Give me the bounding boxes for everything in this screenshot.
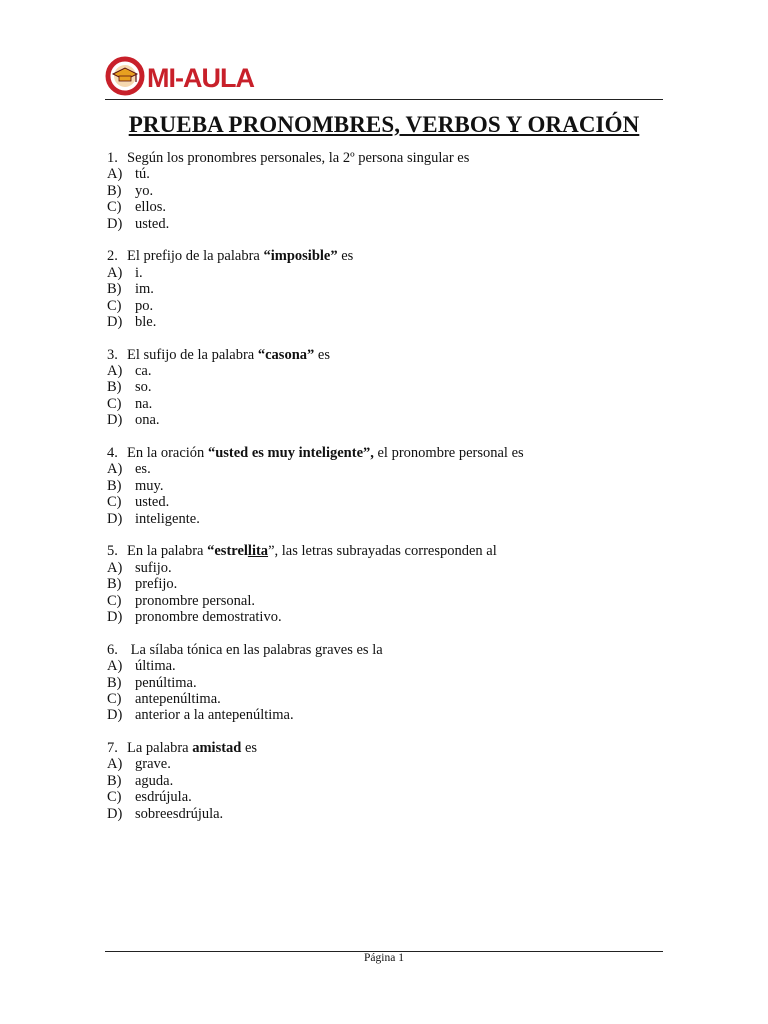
option-letter: D)	[107, 707, 123, 724]
question-text: El prefijo de la palabra	[127, 248, 264, 265]
question-stem	[107, 347, 663, 363]
option-text: sobreesdrújula.	[135, 805, 224, 822]
answer-option	[107, 461, 663, 477]
question-1	[107, 150, 663, 232]
question-number: 2.	[107, 248, 118, 265]
option-letter: D)	[107, 215, 123, 232]
question-4	[107, 445, 663, 527]
question-3	[107, 347, 663, 429]
answer-option	[107, 609, 663, 625]
option-text: muy.	[135, 477, 164, 494]
answer-option	[107, 494, 663, 510]
option-letter: C)	[107, 592, 122, 609]
question-text: En la oración	[127, 445, 208, 462]
mi-aula-logo-graphic	[105, 56, 255, 96]
option-text: aguda.	[135, 772, 174, 789]
answer-option	[107, 298, 663, 314]
option-text: usted.	[135, 215, 170, 232]
question-number: 5.	[107, 543, 118, 560]
answer-option	[107, 314, 663, 330]
question-number: 4.	[107, 445, 118, 462]
option-text: na.	[135, 395, 153, 412]
answer-option	[107, 281, 663, 297]
question-stem	[107, 248, 663, 264]
option-letter: D)	[107, 608, 123, 625]
answer-option	[107, 560, 663, 576]
option-letter: B)	[107, 772, 122, 789]
option-text: ona.	[135, 412, 160, 429]
question-6	[107, 642, 663, 724]
question-text: es	[337, 248, 354, 265]
option-letter: D)	[107, 412, 123, 429]
option-text: inteligente.	[135, 510, 200, 527]
answer-option	[107, 412, 663, 428]
question-7	[107, 740, 663, 822]
question-number: 3.	[107, 346, 118, 363]
option-letter: A)	[107, 461, 123, 478]
option-letter: A)	[107, 363, 123, 380]
answer-option	[107, 707, 663, 723]
question-stem	[107, 740, 663, 756]
answer-option	[107, 183, 663, 199]
option-text: so.	[135, 379, 152, 396]
option-letter: A)	[107, 166, 123, 183]
option-text: pronombre demostrativo.	[135, 608, 282, 625]
option-letter: C)	[107, 297, 122, 314]
option-text: es.	[135, 461, 151, 478]
answer-option	[107, 379, 663, 395]
answer-option	[107, 593, 663, 609]
option-text: pronombre personal.	[135, 592, 255, 609]
question-keyword: “estrel	[207, 543, 248, 560]
page-number: Página 1	[364, 952, 404, 964]
answer-option	[107, 478, 663, 494]
answer-option	[107, 511, 663, 527]
option-letter: C)	[107, 789, 122, 806]
answer-option	[107, 265, 663, 281]
option-text: ca.	[135, 363, 152, 380]
question-number: 7.	[107, 740, 118, 757]
option-text: esdrújula.	[135, 789, 192, 806]
svg-text:MI-AULA: MI-AULA	[147, 63, 254, 93]
answer-option	[107, 806, 663, 822]
mi-aula-logo	[105, 56, 255, 96]
option-letter: A)	[107, 756, 123, 773]
question-keyword: “usted es muy inteligente”,	[207, 445, 374, 462]
answer-option	[107, 576, 663, 592]
question-keyword: “imposible”	[263, 248, 338, 265]
question-text: el pronombre personal es	[373, 445, 524, 462]
option-text: última.	[135, 658, 176, 675]
question-number: 1.	[107, 150, 118, 166]
option-letter: A)	[107, 264, 123, 281]
question-stem	[107, 150, 663, 166]
option-letter: B)	[107, 576, 122, 593]
question-stem	[107, 445, 663, 461]
question-text: En la palabra	[127, 543, 208, 560]
option-letter: B)	[107, 674, 122, 691]
answer-option	[107, 675, 663, 691]
option-text: yo.	[135, 182, 154, 199]
option-letter: B)	[107, 182, 122, 199]
question-text: El sufijo de la palabra	[127, 346, 258, 363]
question-text: es	[241, 740, 258, 757]
option-letter: C)	[107, 395, 122, 412]
option-letter: A)	[107, 658, 123, 675]
question-stem	[107, 543, 663, 559]
option-text: po.	[135, 297, 154, 314]
question-2	[107, 248, 663, 330]
option-text: anterior a la antepenúltima.	[135, 707, 294, 724]
answer-option	[107, 199, 663, 215]
option-text: prefijo.	[135, 576, 178, 593]
answer-option	[107, 658, 663, 674]
option-text: grave.	[135, 756, 171, 773]
answer-option	[107, 396, 663, 412]
option-text: antepenúltima.	[135, 690, 221, 707]
question-text: ”, las letras subrayadas corresponden al	[268, 543, 497, 560]
option-text: usted.	[135, 494, 170, 511]
option-letter: C)	[107, 494, 122, 511]
answer-option	[107, 756, 663, 772]
answer-option	[107, 773, 663, 789]
question-5	[107, 543, 663, 625]
option-letter: D)	[107, 313, 123, 330]
option-letter: D)	[107, 510, 123, 527]
option-letter: D)	[107, 805, 123, 822]
option-letter: B)	[107, 477, 122, 494]
option-text: im.	[135, 281, 154, 298]
question-list	[107, 150, 663, 838]
option-letter: B)	[107, 379, 122, 396]
option-letter: B)	[107, 281, 122, 298]
question-keyword: “casona”	[257, 346, 315, 363]
answer-option	[107, 691, 663, 707]
answer-option	[107, 216, 663, 232]
question-keyword: lita	[247, 543, 269, 560]
question-number: 6.	[107, 641, 118, 658]
option-text: ble.	[135, 313, 157, 330]
question-text: Según los pronombres personales, la 2º persona singular es	[127, 150, 470, 166]
page-title: PRUEBA PRONOMBRES, VERBOS Y ORACIÓN	[128, 112, 640, 137]
question-text: es	[314, 346, 330, 363]
option-letter: A)	[107, 559, 123, 576]
header-divider	[105, 99, 663, 100]
option-text: i.	[135, 264, 143, 281]
option-letter: C)	[107, 199, 122, 216]
answer-option	[107, 789, 663, 805]
option-letter: C)	[107, 690, 122, 707]
option-text: sufijo.	[135, 559, 172, 576]
question-stem	[107, 642, 663, 658]
answer-option	[107, 363, 663, 379]
option-text: ellos.	[135, 199, 167, 216]
option-text: tú.	[135, 166, 150, 183]
question-text: La palabra	[127, 740, 193, 757]
question-text: La sílaba tónica en las palabras graves es la	[127, 641, 383, 658]
option-text: penúltima.	[135, 674, 197, 691]
question-keyword: amistad	[192, 740, 242, 757]
answer-option	[107, 166, 663, 182]
